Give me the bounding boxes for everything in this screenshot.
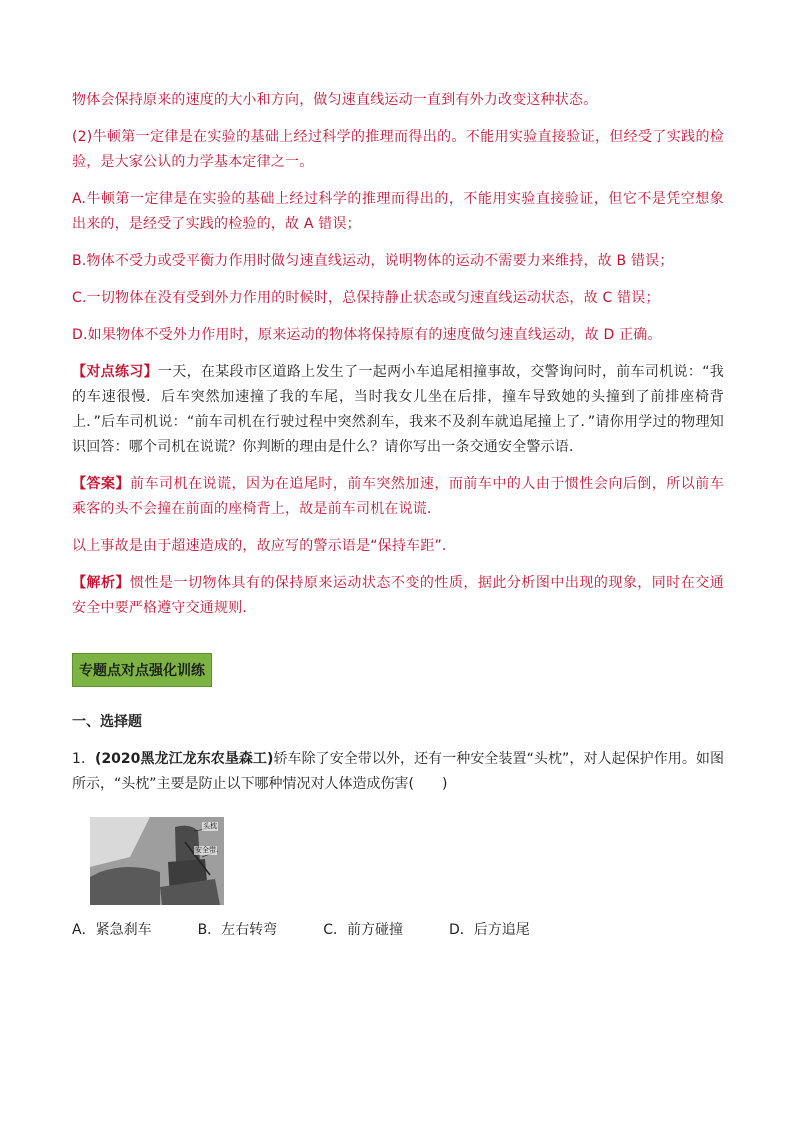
- option-c[interactable]: C．前方碰撞: [323, 922, 403, 938]
- car-seat-figure: [90, 817, 224, 905]
- section-title: 一、选择题: [72, 714, 142, 730]
- explanation-paragraph-2: (2)牛顿第一定律是在实验的基础上经过科学的推理而得出的。不能用实验直接验证，但经受了实践的检验，是大家公认的力学基本定律之一。: [72, 129, 724, 170]
- option-a[interactable]: A．紧急刹车: [72, 922, 152, 938]
- answer-paragraph: [72, 472, 724, 522]
- practice-text: 一天，在某段市区道路上发生了一起两小车追尾相撞事故，交警询问时，前车司机说：“我的车速很慢．后车突然加速撞了我的车尾，当时我女儿坐在后排，撞车导致她的头撞到了前排座椅背上．”后车司机说：“前车司机在行驶过程中突然刹车，我来不及刹车就追尾撞上了．”请你用学过的物理知识回答：哪个司机在说谎？你判断的理由是什么？请你写出一条交通安全警示语．: [72, 364, 724, 455]
- headrest-label: 头枕: [203, 822, 217, 830]
- answer-tag: 【答案】: [72, 476, 130, 492]
- question-number: 1．: [72, 751, 96, 767]
- option-d-explanation: D.如果物体不受外力作用时，原来运动的物体将保持原有的速度做匀速直线运动，故 D 正确。: [72, 327, 662, 343]
- analysis-tag: 【解析】: [72, 575, 130, 591]
- analysis-text: 惯性是一切物体具有的保持原来运动状态不变的性质，据此分析图中出现的现象，同时在交通安全中要严格遵守交通规则．: [72, 575, 724, 616]
- section-banner: 专题点对点强化训练: [72, 653, 212, 687]
- document-page: [72, 88, 724, 939]
- option-a-explanation: A.牛顿第一定律是在实验的基础上经过科学的推理而得出的，不能用实验直接验证，但它不是凭空想象出来的，是经受了实践的检验的，故 A 错误；: [72, 191, 724, 232]
- practice-tag: 【对点练习】: [72, 364, 158, 380]
- option-b-explanation: B.物体不受力或受平衡力作用时做匀速直线运动，说明物体的运动不需要力来维持，故 B 错误；: [72, 253, 674, 269]
- answer-options: [72, 919, 724, 939]
- option-d[interactable]: D．后方追尾: [448, 922, 530, 938]
- answer-text: 前车司机在说谎，因为在追尾时，前车突然加速，而前车中的人由于惯性会向后倒，所以前车乘客的头不会撞在前面的座椅背上，故是前车司机在说谎．: [72, 476, 724, 517]
- practice-paragraph: [72, 360, 724, 460]
- question-text: 轿车除了安全带以外，还有一种安全装置“头枕”，对人起保护作用。如图所示，“头枕”主要是防止以下哪种情况对人体造成伤害( ): [72, 751, 724, 792]
- option-c-explanation: C.一切物体在没有受到外力作用的时候时，总保持静止状态或匀速直线运动状态，故 C 错误；: [72, 290, 660, 306]
- answer-extra: 以上事故是由于超速造成的，故应写的警示语是“保持车距”．: [72, 538, 457, 554]
- option-b[interactable]: B．左右转弯: [197, 922, 278, 938]
- analysis-paragraph: [72, 571, 724, 621]
- question-source: (2020黑龙江龙东农垦森工): [95, 751, 274, 767]
- seatbelt-label: 安全带: [195, 846, 216, 854]
- question-1: [72, 747, 724, 797]
- explanation-paragraph-1: 物体会保持原来的速度的大小和方向，做匀速直线运动一直到有外力改变这种状态。: [72, 92, 598, 108]
